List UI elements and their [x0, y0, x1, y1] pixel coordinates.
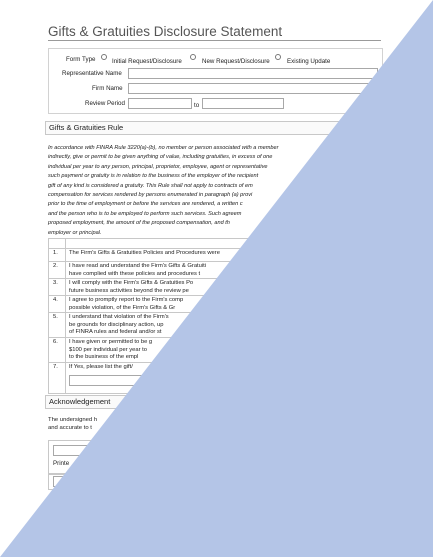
- checklist-text: I have given or permitted to be g $100 per individual per year to to the business of the empl: [69, 339, 153, 361]
- review-period-to-label: to: [194, 102, 200, 109]
- checklist-number: 7.: [53, 364, 58, 370]
- checklist-text: I have read and understand the Firm's Gifts & Gratuiti have complied with these policies and procedures t: [69, 263, 207, 277]
- checklist-text: I agree to promptly report to the Firm's comp possible violation, of the Firm's Gifts & Gr: [69, 297, 184, 311]
- checklist-number: 3.: [53, 280, 58, 286]
- rule-section-heading: Gifts & Gratuities Rule: [49, 123, 124, 132]
- printed-name-label: Printe: [53, 460, 70, 467]
- checklist-text: The Firm's Gifts & Gratuities Policies and Procedures were: [69, 250, 220, 256]
- page-title: Gifts & Gratuities Disclosure Statement: [48, 24, 283, 39]
- firm-name-label: Firm Name: [92, 85, 123, 92]
- option-existing-update: Existing Update: [287, 58, 331, 65]
- checklist-text: I will comply with the Firm's Gifts & Gratuities Po future business activities beyond the review pe: [69, 280, 194, 294]
- checklist-number: 1.: [53, 250, 58, 256]
- ack-text: The undersigned h and accurate to t: [48, 417, 98, 432]
- option-initial-request: Initial Request/Disclosure: [112, 58, 182, 65]
- review-period-label: Review Period: [85, 100, 125, 107]
- form-type-label: Form Type: [66, 56, 96, 63]
- checklist-number: 6.: [53, 339, 58, 345]
- ack-section-heading: Acknowledgement: [49, 397, 111, 406]
- checklist-number: 2.: [53, 263, 58, 269]
- checklist-text: I understand that violation of the Firm's be grounds for disciplinary action, up of FINRA rules and federal and/or st: [69, 314, 169, 336]
- checklist-number: 5.: [53, 314, 58, 320]
- representative-name-label: Representative Name: [62, 70, 122, 77]
- checklist-number: 4.: [53, 297, 58, 303]
- rule-text: In accordance with FINRA Rule 3220(a)-(b), no member or person associated with a member indirectly, give or permit to be given anything of value, including gratuities, in excess of one individual per year to any person, principal, proprietor, employee, agent or representative such payment or gratuity is in relation to the business of the employer of the recipient gift of any kind is considered a gratuity. This Rule shall not apply to contracts of em compensation for services rendered by persons enumerated in paragraph (a) provi prior to the time of employment or before the services are rendered, a written c and the person who is to be employed to perform such services. Such agreem proposed employment, the amount of the proposed compensation, and th employer or principal.: [48, 145, 279, 236]
- checklist-text: If Yes, please list the gift/: [69, 364, 133, 370]
- option-new-request: New Request/Disclosure: [202, 58, 270, 65]
